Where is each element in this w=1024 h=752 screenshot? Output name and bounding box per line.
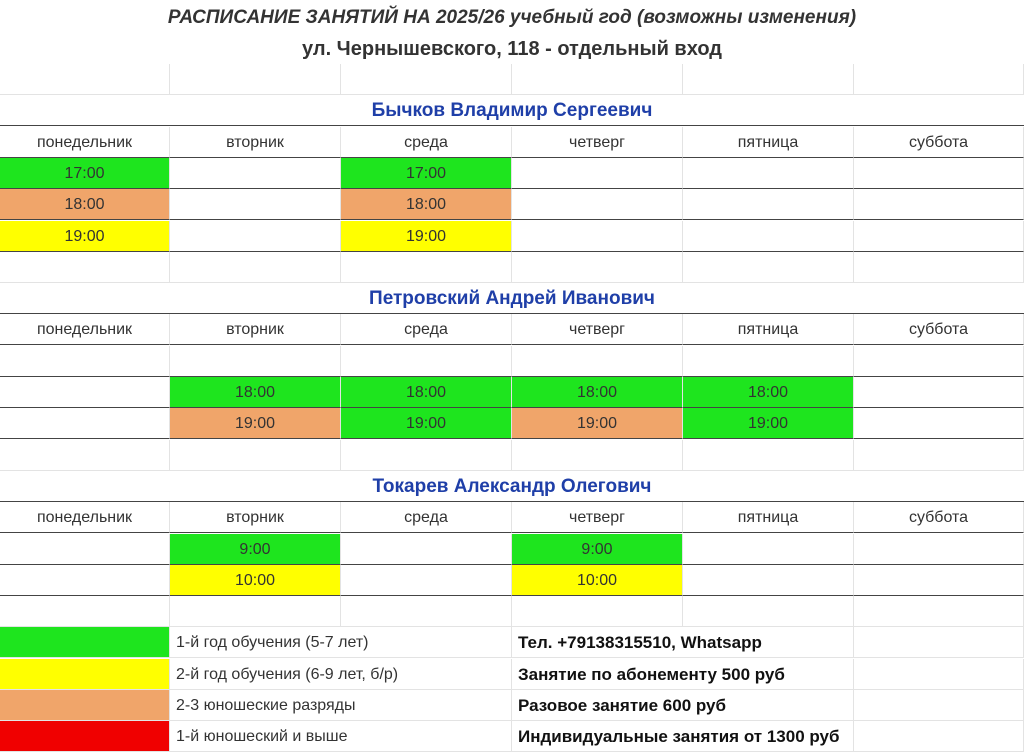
empty-cell [854,690,1024,721]
empty-cell [683,596,854,627]
empty-slot-cell [0,565,170,596]
coach-name-row [0,95,1024,126]
empty-cell [854,64,1024,95]
coach-name: Петровский Андрей Иванович [0,283,1024,314]
time-slot-row [0,221,1024,252]
legend-color-swatch [0,690,170,721]
day-header: вторник [170,314,341,345]
empty-cell [0,596,170,627]
day-header: вторник [170,502,341,533]
empty-slot-cell [683,534,854,565]
days-header-row [0,314,1024,345]
spacer-row [0,64,1024,95]
empty-slot-cell [683,221,854,252]
empty-slot-cell [512,189,683,220]
empty-slot-cell [854,346,1024,377]
lesson-time-cell: 19:00 [341,408,512,439]
lesson-time-cell: 18:00 [341,377,512,408]
empty-slot-cell [854,534,1024,565]
legend-color-swatch [0,721,170,752]
lesson-time-cell: 9:00 [170,534,341,565]
empty-slot-cell [854,221,1024,252]
day-header: понедельник [0,127,170,158]
empty-slot-cell [170,346,341,377]
empty-slot-cell [0,377,170,408]
day-header: четверг [512,314,683,345]
legend-label: 1-й юношеский и выше [170,721,512,752]
spacer-row [0,252,1024,283]
day-header: суббота [854,314,1024,345]
schedule-title: РАСПИСАНИЕ ЗАНЯТИЙ НА 2025/26 учебный год (возможны изменения) [167,7,857,28]
spacer-row [0,596,1024,627]
empty-cell [854,721,1024,752]
empty-cell [170,596,341,627]
legend-label: 1-й год обучения (5-7 лет) [170,627,512,658]
empty-cell [683,64,854,95]
empty-cell [341,440,512,471]
empty-cell [854,596,1024,627]
lesson-time-cell: 19:00 [0,221,170,252]
legend-row [0,627,1024,658]
empty-cell [854,440,1024,471]
empty-cell [512,252,683,283]
empty-slot-cell [170,158,341,189]
empty-cell [170,64,341,95]
lesson-time-cell: 10:00 [170,565,341,596]
empty-slot-cell [0,346,170,377]
spacer-row [0,440,1024,471]
lesson-time-cell: 19:00 [683,408,854,439]
legend-row [0,721,1024,752]
empty-cell [683,252,854,283]
lesson-time-cell: 19:00 [170,408,341,439]
time-slot-row [0,158,1024,189]
empty-slot-cell [683,158,854,189]
info-text: Разовое занятие 600 руб [512,690,854,721]
empty-slot-cell [854,158,1024,189]
info-text: Индивидуальные занятия от 1300 руб [512,721,854,752]
time-slot-row [0,534,1024,565]
legend-row [0,659,1024,690]
day-header: среда [341,314,512,345]
empty-cell [854,659,1024,690]
empty-slot-cell [683,565,854,596]
empty-slot-cell [854,408,1024,439]
days-header-row [0,127,1024,158]
coach-name-row [0,283,1024,314]
empty-cell [341,596,512,627]
lesson-time-cell: 19:00 [341,221,512,252]
legend-color-swatch [0,627,170,658]
empty-cell [854,252,1024,283]
empty-slot-cell [170,189,341,220]
lesson-time-cell: 9:00 [512,534,683,565]
empty-slot-cell [0,534,170,565]
coach-name: Токарев Александр Олегович [0,471,1024,502]
coach-name: Бычков Владимир Сергеевич [0,95,1024,126]
lesson-time-cell: 18:00 [683,377,854,408]
empty-cell [170,252,341,283]
days-header-row [0,502,1024,533]
day-header: пятница [683,127,854,158]
lesson-time-cell: 18:00 [512,377,683,408]
coach-name-row [0,471,1024,502]
day-header: четверг [512,127,683,158]
lesson-time-cell: 17:00 [341,158,512,189]
empty-cell [170,440,341,471]
empty-cell [512,596,683,627]
empty-cell [0,64,170,95]
day-header: понедельник [0,314,170,345]
empty-slot-cell [512,346,683,377]
info-text: Занятие по абонементу 500 руб [512,659,854,690]
address-subtitle: ул. Чернышевского, 118 - отдельный вход [302,38,722,60]
lesson-time-cell: 18:00 [170,377,341,408]
empty-slot-cell [341,565,512,596]
empty-slot-cell [170,221,341,252]
legend-label: 2-3 юношеские разряды [170,690,512,721]
day-header: пятница [683,314,854,345]
legend-label: 2-й год обучения (6-9 лет, б/р) [170,659,512,690]
lesson-time-cell: 17:00 [0,158,170,189]
empty-cell [512,440,683,471]
empty-slot-cell [512,221,683,252]
day-header: четверг [512,502,683,533]
empty-slot-cell [683,189,854,220]
time-slot-row [0,346,1024,377]
empty-slot-cell [512,158,683,189]
empty-slot-cell [854,189,1024,220]
day-header: вторник [170,127,341,158]
empty-cell [0,440,170,471]
day-header: пятница [683,502,854,533]
day-header: понедельник [0,502,170,533]
lesson-time-cell: 10:00 [512,565,683,596]
lesson-time-cell: 19:00 [512,408,683,439]
empty-cell [0,252,170,283]
legend-color-swatch [0,659,170,690]
empty-slot-cell [683,346,854,377]
lesson-time-cell: 18:00 [0,189,170,220]
empty-slot-cell [0,408,170,439]
empty-slot-cell [341,346,512,377]
empty-slot-cell [854,377,1024,408]
info-text: Тел. +79138315510, Whatsapp [512,627,854,658]
day-header: суббота [854,127,1024,158]
empty-cell [512,64,683,95]
time-slot-row [0,408,1024,439]
time-slot-row [0,189,1024,220]
time-slot-row [0,565,1024,596]
time-slot-row [0,377,1024,408]
empty-slot-cell [341,534,512,565]
day-header: среда [341,127,512,158]
empty-slot-cell [854,565,1024,596]
empty-cell [854,627,1024,658]
empty-cell [341,252,512,283]
empty-cell [341,64,512,95]
legend-row [0,690,1024,721]
lesson-time-cell: 18:00 [341,189,512,220]
day-header: суббота [854,502,1024,533]
day-header: среда [341,502,512,533]
empty-cell [683,440,854,471]
